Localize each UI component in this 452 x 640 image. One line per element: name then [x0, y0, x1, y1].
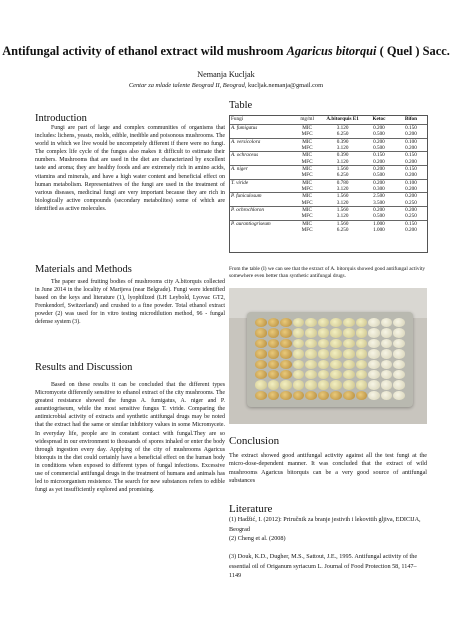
microplate-well — [356, 318, 368, 327]
microplate-well — [305, 328, 317, 337]
microplate-well — [268, 339, 280, 348]
microplate-well — [305, 349, 317, 358]
microplate-well — [293, 391, 305, 400]
cell-value: 0.100 — [395, 138, 427, 145]
microplate-well — [330, 339, 342, 348]
microplate-well — [393, 391, 405, 400]
introduction-heading: Introduction — [35, 113, 87, 124]
cell-measure: MIC — [292, 166, 322, 173]
microplate-well — [343, 349, 355, 358]
cell-measure: MIC — [292, 179, 322, 186]
microplate-well — [381, 349, 393, 358]
conclusion-text: The extract showed good antifungal activity against all the test fungi at the micro-dose-dependent manner. It was concluded that the extract of wild mushrooms Agaricus bitorquis can be a very good source of antifungal substances — [229, 453, 427, 485]
cell-value: 0.200 — [363, 179, 395, 186]
microplate-well — [343, 318, 355, 327]
conclusion-heading: Conclusion — [229, 435, 280, 447]
microplate-well — [293, 349, 305, 358]
microplate-well — [293, 360, 305, 369]
cell-value: 0.200 — [405, 158, 417, 165]
cell-value: 3.120 — [336, 199, 349, 206]
microplate-well — [255, 349, 267, 358]
microplate-well — [330, 391, 342, 400]
cell-value: 0.200 — [363, 166, 395, 173]
cell-measure: MIC — [292, 125, 322, 132]
microplate-well — [393, 318, 405, 327]
microplate-well — [368, 328, 380, 337]
microplate-well — [280, 349, 292, 358]
microplate-well — [255, 380, 267, 389]
microplate-well — [343, 391, 355, 400]
cell-value: 0.200 — [395, 193, 427, 200]
cell-value: 0.250 — [405, 213, 417, 220]
cell-value: 0.250 — [405, 199, 417, 206]
cell-value: 0.200 — [405, 145, 417, 152]
table-row — [229, 193, 427, 200]
microplate-well — [293, 339, 305, 348]
cell-measure: MFC — [301, 145, 313, 152]
microplate-well — [330, 328, 342, 337]
microplate-well — [368, 380, 380, 389]
microplate-well — [268, 391, 280, 400]
table-row — [229, 200, 427, 207]
microplate-well — [318, 380, 330, 389]
cell-value: 0.390 — [322, 138, 363, 145]
cell-value: 3.120 — [336, 186, 349, 193]
cell-value: 0.500 — [373, 145, 385, 152]
methods-heading: Materials and Methods — [35, 264, 132, 275]
cell-value: 0.300 — [373, 186, 385, 193]
table-row — [229, 186, 427, 193]
cell-value: 1.560 — [322, 220, 363, 227]
cell-species — [229, 145, 292, 152]
microplate-well — [318, 360, 330, 369]
microplate-photo — [229, 288, 427, 424]
table-row — [229, 145, 427, 152]
table-row — [229, 152, 427, 159]
microplate-well — [330, 360, 342, 369]
table-row — [229, 179, 427, 186]
microplate-well — [330, 380, 342, 389]
cell-value: 0.200 — [363, 125, 395, 132]
cell-value: 0.150 — [395, 152, 427, 159]
reference-1: (1) Hadžić, I. (2012): Priručnik za branje jestivih i lekovitih gljiva, EDICIJA, Beograd — [229, 516, 421, 533]
microplate-well — [293, 370, 305, 379]
cell-value: 0.100 — [395, 179, 427, 186]
cell-value: 0.200 — [363, 207, 395, 214]
header-extract: A.bitorquis E1 — [322, 115, 363, 125]
table-row — [229, 220, 427, 227]
microplate-well — [305, 391, 317, 400]
microplate-well — [343, 380, 355, 389]
affiliation — [0, 82, 452, 89]
microplate-well — [368, 349, 380, 358]
microplate-well — [318, 349, 330, 358]
cell-value: 0.150 — [395, 125, 427, 132]
microplate-well — [318, 339, 330, 348]
microplate-well — [330, 349, 342, 358]
results-text: Based on these results it can be concluded that the different types Micromycete differently sensitive to ethanol extract of the city mushrooms. The greatest resistance showed the fungus A. fumigatus, A. niger and P. aurantiogriseum, while the most sensitive fungus T. viride. Comparing the antimicrobial activity of extracts and synthetic antifungal drugs may be noted that the extract had the same or similar inhibitory values in some Micromycete. In everyday life, people are in constant contact with fungal.They are so widespread in our environment to thousands of spores inhaled or enter the body through ingestion every day. Applying of the city of mushrooms Agaricus bitorquis in the diet could certainly have a beneficial effect on the human body in conditions when exposed to different types of fungal infections. Excessive use of commercial antifungal drugs in the treatment of humans and animals has led to microorganism resistence. The search for new substances refers to edible fungi as yet insufficiently explored and promising. — [35, 382, 225, 494]
microplate-well — [293, 318, 305, 327]
microplate-well — [393, 370, 405, 379]
cell-measure: MIC — [292, 152, 322, 159]
microplate-well — [393, 349, 405, 358]
cell-value: 6.250 — [336, 131, 349, 138]
microplate-well — [393, 360, 405, 369]
cell-value: 0.200 — [405, 172, 417, 179]
table-header-row — [229, 115, 427, 125]
cell-measure: MIC — [292, 193, 322, 200]
microplate-well — [368, 360, 380, 369]
microplate-well — [255, 339, 267, 348]
microplate-well — [356, 339, 368, 348]
microplate-well — [381, 318, 393, 327]
microplate-well — [381, 391, 393, 400]
microplate-well — [381, 339, 393, 348]
microplate-well — [381, 370, 393, 379]
cell-value: 0.150 — [395, 220, 427, 227]
title-prefix: Antifungal activity of ethanol extract wild mushroom — [2, 44, 284, 58]
cell-measure: MFC — [301, 131, 313, 138]
microplate-well — [356, 391, 368, 400]
microplate-well — [368, 318, 380, 327]
cell-species — [229, 213, 292, 220]
microplate-well — [268, 328, 280, 337]
cell-species — [229, 172, 292, 179]
methods-text: The paper used fruiting bodies of mushrooms city A.bitorquis collected in June 2014 in the locality of Marijeva (near Belgrade). Fungi were identified based on the keys and literature (1), lyophilized (LH Leybold, Lyovac GT2, Frenkendorf, Switzerland) and crushed to a fine powder. Total ethanol extract powder (2) was used for in vitro testing microdilution method, 96 - fungal defense system (3). — [35, 279, 225, 326]
header-fungi: Fungi — [229, 115, 292, 125]
paper-title — [0, 44, 452, 59]
microplate-well — [280, 328, 292, 337]
reference-2: (2) Cheng et al. (2008) — [229, 535, 286, 542]
microplate-well — [305, 380, 317, 389]
microplate-well — [305, 370, 317, 379]
cell-value: 3.120 — [322, 125, 363, 132]
cell-measure: MFC — [301, 227, 313, 234]
cell-value: 0.780 — [322, 179, 363, 186]
table-row — [229, 159, 427, 166]
cell-value: 1.000 — [373, 227, 385, 234]
microplate-well — [280, 360, 292, 369]
cell-species — [229, 186, 292, 193]
cell-species: A. versicolora — [229, 138, 292, 145]
cell-value: 6.250 — [336, 227, 349, 234]
cell-value: 0.390 — [322, 152, 363, 159]
table-row — [229, 131, 427, 138]
microplate-well — [356, 360, 368, 369]
microplate-well — [318, 318, 330, 327]
microplate-well — [280, 370, 292, 379]
microplate-well — [318, 391, 330, 400]
microplate-well — [368, 370, 380, 379]
microplate-well — [268, 370, 280, 379]
microplate-well — [280, 318, 292, 327]
title-species: Agaricus bitorqui — [286, 44, 377, 58]
cell-species: A. fumigatus — [229, 125, 292, 132]
cell-measure: MFC — [301, 213, 313, 220]
cell-species: T. viride — [229, 179, 292, 186]
cell-value: 0.200 — [373, 158, 385, 165]
cell-value: 3.120 — [336, 145, 349, 152]
author-email: kucljak.nemanja@gmail.com — [248, 82, 324, 89]
cell-value: 0.200 — [405, 186, 417, 193]
header-bifon: Bifon — [395, 115, 427, 125]
table-row — [229, 213, 427, 220]
header-ketoc: Ketoc — [363, 115, 395, 125]
cell-value: 1.000 — [363, 220, 395, 227]
table-row — [229, 166, 427, 173]
microplate-well — [268, 318, 280, 327]
cell-species: P. ochrochloron — [229, 207, 292, 214]
literature-list — [229, 515, 427, 544]
cell-value: 0.150 — [395, 166, 427, 173]
cell-measure: MIC — [292, 207, 322, 214]
microplate-well — [330, 318, 342, 327]
results-table — [229, 115, 427, 234]
introduction-text: Fungi are part of large and complex communities of organisms that includes: lichens, yeasts, molds, edible, inedible and poisonous mushrooms. The world in which we live would be uncompetely different if there were no fungi. The complex life cycle of the fungus also makes it difficult to estimate their numbers. Mushrooms that are used in the diet are characterized by excellent taste and aroma; they are healthy foods and are extremely rich in amino acids, vitamins and minerals, and have a high water content and beneficial effect on human metabolism. Representatives of the fungi are used in the treatment of various diseases, medicinal fungi are very important because they are rich in biologically active compounds (secondary metabolites) some of which are identified as active molecules. — [35, 125, 225, 212]
table-caption: From the table (I) we can see that the extract of A. bitorquis showed good antifungal activity somewhere even better than synthetic antifungal drugs. — [229, 266, 426, 279]
table-row — [229, 138, 427, 145]
microplate-well — [268, 349, 280, 358]
microplate-well — [255, 360, 267, 369]
cell-value: 0.200 — [405, 227, 417, 234]
microplate-well — [293, 380, 305, 389]
microplate-well — [393, 380, 405, 389]
microplate-well — [381, 328, 393, 337]
microplate-well — [356, 370, 368, 379]
microplate-well — [393, 328, 405, 337]
cell-measure: MFC — [301, 172, 313, 179]
cell-species — [229, 131, 292, 138]
microplate-well — [305, 360, 317, 369]
microplate-well — [343, 370, 355, 379]
cell-value: 0.500 — [373, 172, 385, 179]
cell-value: 3.120 — [336, 213, 349, 220]
microplate-well — [356, 380, 368, 389]
microplate-well — [305, 318, 317, 327]
microplate-well — [305, 339, 317, 348]
microplate-well — [255, 318, 267, 327]
cell-value: 0.200 — [363, 138, 395, 145]
microplate-well — [268, 360, 280, 369]
table-heading: Table — [229, 100, 253, 111]
microplate-well — [255, 328, 267, 337]
cell-species — [229, 200, 292, 207]
author-name: Nemanja Kucljak — [197, 70, 255, 79]
cell-measure: MFC — [301, 186, 313, 193]
results-heading: Results and Discussion — [35, 362, 133, 373]
table-row — [229, 227, 427, 233]
cell-value: 1.560 — [322, 166, 363, 173]
cell-value: 3.500 — [373, 199, 385, 206]
literature-heading: Literature — [229, 503, 273, 515]
microplate-well — [255, 370, 267, 379]
microplate-well — [343, 360, 355, 369]
cell-measure: MFC — [301, 158, 313, 165]
cell-species: P. aurantiogriseum — [229, 220, 292, 227]
microplate-well — [268, 380, 280, 389]
title-suffix: ( Quel ) Sacc. — [379, 44, 450, 58]
microplate-well — [381, 360, 393, 369]
microplate-well — [330, 370, 342, 379]
microplate-well — [280, 339, 292, 348]
cell-measure: MIC — [292, 220, 322, 227]
cell-value: 0.200 — [395, 207, 427, 214]
affiliation-text: Centar za mlade talente Beograd II, Beograd, — [128, 82, 247, 89]
cell-value: 1.560 — [322, 207, 363, 214]
microplate-well — [356, 349, 368, 358]
microplate-well — [318, 370, 330, 379]
microplate-well — [368, 339, 380, 348]
cell-species: A. ochraceus — [229, 152, 292, 159]
microplate-well — [368, 391, 380, 400]
microplate-well — [293, 328, 305, 337]
microplate-well — [280, 380, 292, 389]
cell-value: 0.150 — [363, 152, 395, 159]
table-row — [229, 207, 427, 214]
cell-value: 0.500 — [373, 213, 385, 220]
reference-3: (3) Douk, K.D., Dugher, M.S., Sattout, J.E., 1995. Antifungal activity of the essential oil of Origanum syriacum L. Journal of Food Protection 58, 1147–1149 — [229, 553, 418, 579]
cell-value: 0.500 — [373, 131, 385, 138]
cell-species: A. niger — [229, 166, 292, 173]
cell-species: P. funiculosum — [229, 193, 292, 200]
microplate-well — [343, 339, 355, 348]
microplate-well — [343, 328, 355, 337]
table-row — [229, 172, 427, 179]
microplate-well — [280, 391, 292, 400]
microplate-wells — [255, 318, 405, 400]
microplate-well — [381, 380, 393, 389]
cell-measure: MIC — [292, 138, 322, 145]
cell-value: 0.200 — [405, 131, 417, 138]
cell-value: 3.120 — [336, 158, 349, 165]
cell-value: 2.500 — [363, 193, 395, 200]
microplate-well — [318, 328, 330, 337]
microplate-well — [255, 391, 267, 400]
cell-species — [229, 227, 292, 233]
microplate-well — [356, 328, 368, 337]
table-row — [229, 125, 427, 132]
cell-species — [229, 159, 292, 166]
cell-value: 6.250 — [336, 172, 349, 179]
microplate-well — [393, 339, 405, 348]
cell-measure: MFC — [301, 199, 313, 206]
cell-value: 1.560 — [322, 193, 363, 200]
header-unit: mg/ml — [292, 115, 322, 125]
